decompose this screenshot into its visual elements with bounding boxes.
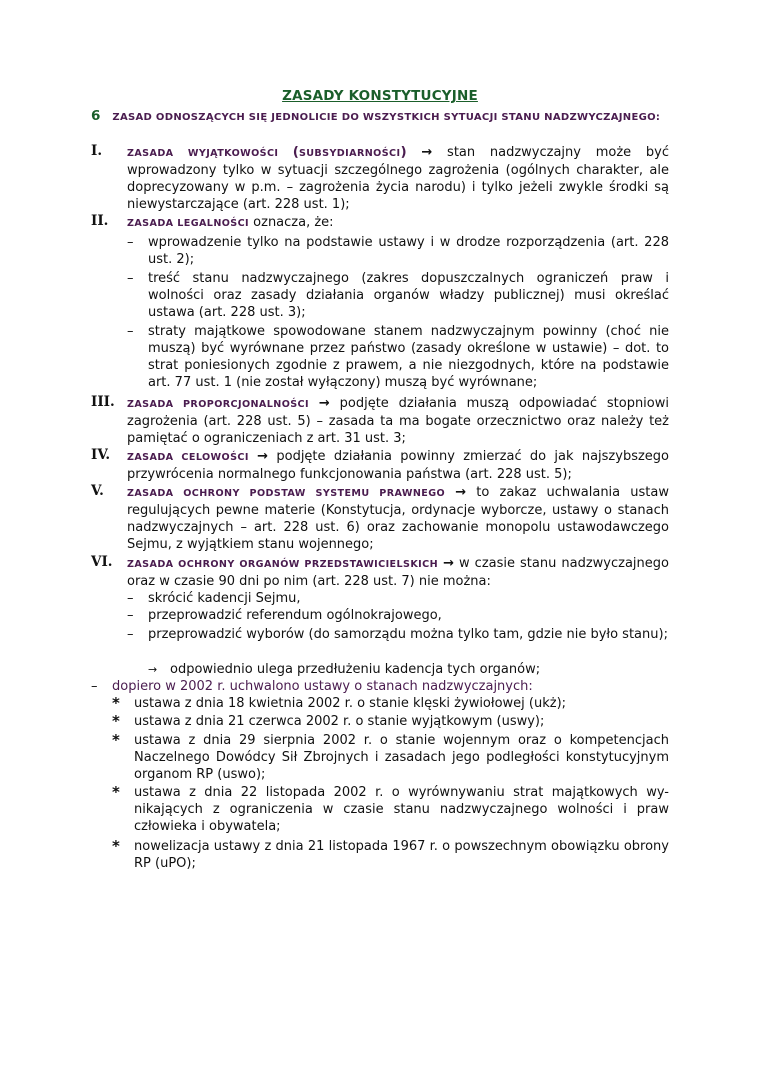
star-marker: * [112,712,120,730]
principle-iii-name: ZASADA PROPORCJONALNOŚCI [127,399,309,410]
dash-marker: – [127,591,134,606]
law-item: * ustawa z dnia 22 listopada 2002 r. o wyrównywaniu strat majątkowych wy-nikających z ograniczenia w czasie stanu nadzwyczajnego wolności i praw człowieka i obywatela; [112,783,669,834]
dash-marker: – [127,608,134,623]
list-item: – przeprowadzić wyborów (do samorządu można tylko tam, gdzie nie było stanu); [127,627,668,642]
principle-iv-name: ZASADA CELOWOŚCI [127,452,249,463]
numeral-iv: IV. [91,447,111,463]
dash-marker: – [127,271,134,286]
principle-i-text: stan nadzwyczajny może być wprowadzony tylko w sytuacji szczególnego zagrożenia (ogólnych charakter, ale doprecyzowany w p.m. – zagrożenia życia narodu) i tylko jeżeli zwykle środki są niewystarczające (art. 228 ust. 1); [127,145,669,212]
intro-heading [91,108,669,126]
dash-marker: – [127,627,134,642]
principle-i-name: ZASADA WYJĄTKOWOŚCI [127,148,293,159]
arrow-icon: → [257,449,269,464]
principle-vi: ZASADA OCHRONY ORGANÓW PRZEDSTAWICIELSKICH → w czasie stanu nadzwyczajnego oraz w czasie 90 dni po nim (art. 228 ust. 7) nie można: [127,556,669,589]
list-item: – straty majątkowe spowodowane stanem nadzwyczajnym powinny (choć nie muszą) być wyrównane przez państwo (zasady określone w ustawie) – dot. to strat poniesionych zgodnie z prawem, a nie niezgodnych, które na podstawie art. 77 ust. 1 (nie został wyłączony) muszą być wyrównane; [127,324,669,390]
principle-v-name: ZASADA OCHRONY PODSTAW SYSTEMU PRAWNEGO [127,488,446,499]
intro-text: ZASAD ODNOSZĄCYCH SIĘ JEDNOLICIE DO WSZYSTKICH SYTUACJI STANU NADZWYCZAJNEGO: [112,112,661,123]
star-marker: * [112,837,120,855]
page-title: ZASADY KONSTYTUCYJNE [282,88,478,104]
law-item: * ustawa z dnia 21 czerwca 2002 r. o stanie wyjątkowym (uswy); [112,712,545,730]
dash-marker: – [127,235,134,250]
principle-vi-name: ZASADA OCHRONY ORGANÓW PRZEDSTAWICIELSKICH [127,559,439,570]
arrow-icon: → [455,485,467,500]
law-item: * ustawa z dnia 29 sierpnia 2002 r. o stanie wojennym oraz o kompetencjach Naczelnego Dowódcy Sił Zbrojnych i zasadach jego podległości konstytucyjnym organom RP (uswo); [112,731,669,782]
principle-i: ZASADA WYJĄTKOWOŚCI (SUBSYDIARNOŚCI) → stan nadzwyczajny może być wprowadzony tylko w sytuacji szczególnego zagrożenia (ogólnych charakter, ale doprecyzowany w p.m. – zagrożenia życia narodu) i tylko jeżeli zwykle środki są niewystarczające (art. 228 ust. 1); [127,144,669,212]
principle-iv: ZASADA CELOWOŚCI → podjęte działania powinny zmierzać do jak najszybszego przywrócenia normalnego funkcjonowania państwa (art. 228 ust. 5); [127,449,670,482]
laws-intro: – dopiero w 2002 r. uchwalono ustawy o stanach nadzwyczajnych: [91,679,533,694]
dash-marker: – [127,324,134,339]
dash-marker: – [91,679,98,694]
principle-iii: ZASADA PROPORCJONALNOŚCI → podjęte działania muszą odpowiadać stopniowi zagrożenia (art. 228 ust. 5) – zasada ta ma bogate orzecznictwo oraz należy też pamiętać o ograniczeniach z art. 31 ust. 3; [127,396,669,446]
arrow-small-icon: → [148,663,158,676]
numeral-i: I. [91,143,103,159]
law-item: * nowelizacja ustawy z dnia 21 listopada 1967 r. o powszechnym obowiązku obrony RP (uPO); [112,837,669,871]
sub-arrow-item: → odpowiednio ulega przedłużeniu kadencja tych organów; [148,662,541,677]
numeral-v: V. [91,483,104,499]
principle-ii [127,214,669,232]
principle-v: ZASADA OCHRONY PODSTAW SYSTEMU PRAWNEGO → to zakaz uchwalania ustaw regulujących pewne materie (Konstytucja, ordynacje wyborcze, ustawy o stanach nadzwyczajnych – art. 228 ust. 6) oraz zachowanie monopolu ustawodawczego Sejmu, z wyjątkiem stanu wojennego; [127,485,669,552]
list-item: – przeprowadzić referendum ogólnokrajowego, [127,608,442,623]
intro-number: 6 [91,108,101,124]
numeral-vi: VI. [91,554,113,570]
list-item: – skrócić kadencji Sejmu, [127,591,301,606]
law-item: * ustawa z dnia 18 kwietnia 2002 r. o stanie klęski żywiołowej (ukż); [112,694,567,712]
principle-ii-text: oznacza, że: [249,215,334,230]
principle-ii-name: ZASADA LEGALNOŚCI [127,218,250,229]
arrow-icon: → [421,145,433,160]
list-item: – treść stanu nadzwyczajnego (zakres dopuszczalnych ograniczeń praw i wolności oraz zasady działania organów władzy publicznej) musi określać ustawa (art. 228 ust. 3); [127,271,669,320]
star-marker: * [112,731,120,749]
star-marker: * [112,783,120,801]
list-item: – wprowadzenie tylko na podstawie ustawy i w drodze rozporządzenia (art. 228 ust. 2); [127,235,669,267]
star-marker: * [112,694,120,712]
numeral-ii: II. [91,213,109,229]
numeral-iii: III. [91,394,115,410]
arrow-icon: → [318,396,330,411]
arrow-icon: → [443,556,454,571]
